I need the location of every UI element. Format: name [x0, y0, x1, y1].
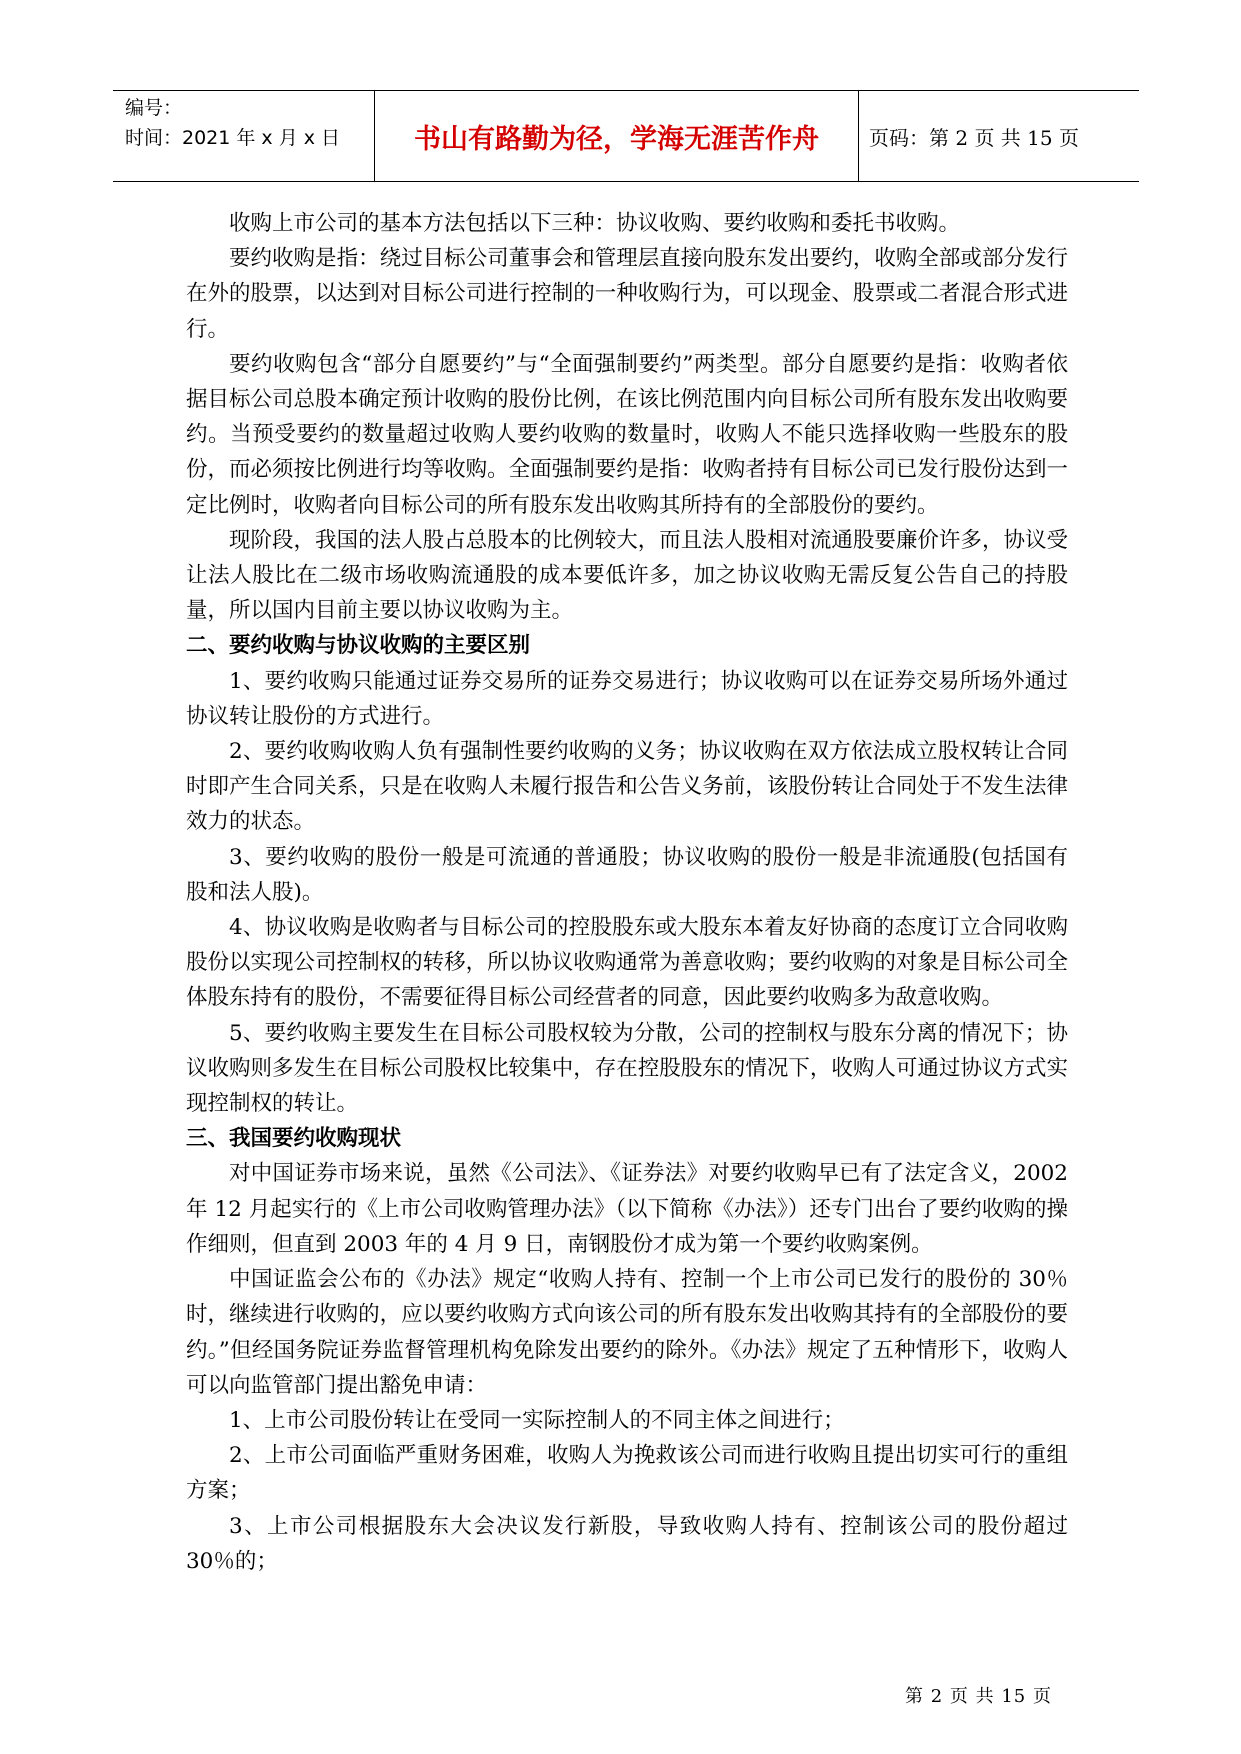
paragraph: 现阶段，我国的法人股占总股本的比例较大，而且法人股相对流通股要廉价许多，协议受让法人股比在二级市场收购流通股的成本要低许多，加之协议收购无需反复公告自己的持股量，所以国内目前主要以协议收购为主。 [186, 527, 1068, 624]
document-body [186, 206, 1068, 1579]
paragraph: 2、要约收购收购人负有强制性要约收购的义务；协议收购在双方依法成立股权转让合同时即产生合同关系，只是在收购人未履行报告和公告义务前，该股份转让合同处于不发生法律效力的状态。 [186, 739, 1068, 835]
paragraph: 1、上市公司股份转让在受同一实际控制人的不同主体之间进行； [229, 1407, 845, 1433]
header-page-info: 页码：第 2 页 共 15 页 [869, 125, 1079, 150]
page-footer: 第 2 页 共 15 页 [905, 1686, 1052, 1707]
time-label: 时间：2021 年 x 月 x 日 [125, 127, 341, 149]
paragraph: 对中国证券市场来说，虽然《公司法》、《证券法》对要约收购早已有了法定含义，2002 年 12 月起实行的《上市公司收购管理办法》（以下简称《办法》）还专门出台了要约收购的操作细则，但直到 2003 年的 4 月 9 日，南钢股份才成为第一个要约收购案例。 [186, 1161, 1068, 1257]
number-label: 编号： [125, 97, 183, 119]
paragraph: 3、要约收购的股份一般是可流通的普通股；协议收购的股份一般是非流通股(包括国有股和法人股)。 [186, 844, 1068, 905]
paragraph: 中国证监会公布的《办法》规定“收购人持有、控制一个上市公司已发行的股份的 30％时，继续进行收购的，应以要约收购方式向该公司的所有股东发出收购其持有的全部股份的要约。”但经国务院证券监督管理机构免除发出要约的除外。《办法》规定了五种情形下，收购人可以向监管部门提出豁免申请： [186, 1267, 1068, 1398]
page-header [113, 90, 1139, 182]
header-meta [113, 91, 375, 181]
section-heading: 二、要约收购与协议收购的主要区别 [186, 633, 531, 659]
paragraph: 要约收购包含“部分自愿要约”与“全面强制要约”两类型。部分自愿要约是指：收购者依据目标公司总股本确定预计收购的股份比例，在该比例范围内向目标公司所有股东发出收购要约。当预受要约的数量超过收购人要约收购的数量时，收购人不能只选择收购一些股东的股份，而必须按比例进行均等收购。全面强制要约是指：收购者持有目标公司已发行股份达到一定比例时，收购者向目标公司的所有股东发出收购其所持有的全部股份的要约。 [186, 351, 1068, 518]
paragraph: 要约收购是指：绕过目标公司董事会和管理层直接向股东发出要约，收购全部或部分发行在外的股票，以达到对目标公司进行控制的一种收购行为，可以现金、股票或二者混合形式进行。 [186, 246, 1068, 342]
paragraph: 2、上市公司面临严重财务困难，收购人为挽救该公司而进行收购且提出切实可行的重组方案； [186, 1443, 1068, 1504]
paragraph: 5、要约收购主要发生在目标公司股权较为分散，公司的控制权与股东分离的情况下；协议收购则多发生在目标公司股权比较集中，存在控股股东的情况下，收购人可通过协议方式实现控制权的转让。 [186, 1020, 1068, 1117]
paragraph: 1、要约收购只能通过证券交易所的证券交易进行；协议收购可以在证券交易所场外通过协议转让股份的方式进行。 [186, 668, 1068, 729]
paragraph: 收购上市公司的基本方法包括以下三种：协议收购、要约收购和委托书收购。 [229, 211, 961, 236]
section-heading: 三、我国要约收购现状 [186, 1126, 402, 1152]
paragraph: 4、协议收购是收购者与目标公司的控股股东或大股东本着友好协商的态度订立合同收购股份以实现公司控制权的转移，所以协议收购通常为善意收购；要约收购的对象是目标公司全体股东持有的股份，不需要征得目标公司经营者的同意，因此要约收购多为敌意收购。 [186, 915, 1068, 1011]
header-motto: 书山有路勤为径，学海无涯苦作舟 [375, 91, 859, 181]
paragraph: 3、上市公司根据股东大会决议发行新股，导致收购人持有、控制该公司的股份超过 30％的； [186, 1513, 1068, 1574]
